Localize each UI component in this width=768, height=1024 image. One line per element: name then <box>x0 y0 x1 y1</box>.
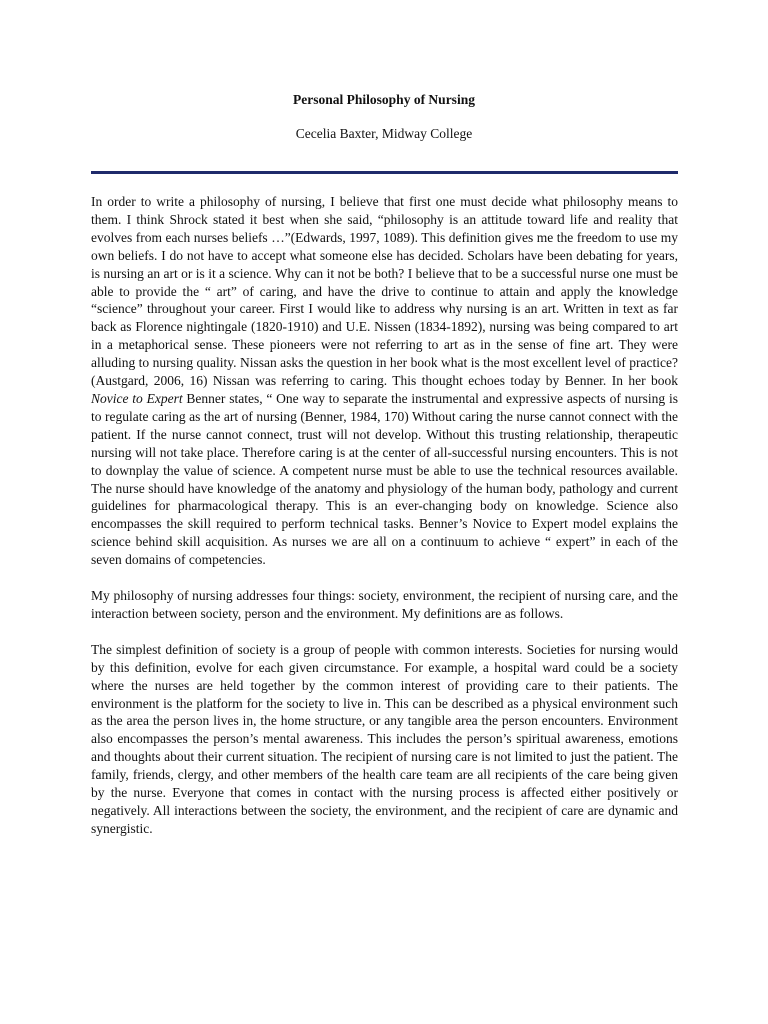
document-title: Personal Philosophy of Nursing <box>293 92 475 107</box>
paragraph-1 <box>91 193 678 569</box>
book-title-novice-to-expert: Novice to Expert <box>91 390 183 406</box>
author-byline: Cecelia Baxter, Midway College <box>295 126 473 141</box>
paragraph-1-text-b: Benner states, “ One way to separate the instrumental and expressive aspects of nursing is to regulate caring as the art of nursing (Benner, 1984, 170) Without caring the nurse cannot connect with the patient. If the nurse cannot connect, trust will not develop. Without this trusting relationship, therapeutic nursing will not take place. Therefore caring is at the center of all-successful nursing encounters. This is not to downplay the value of science. A competent nurse must be able to use the technical resources available. The nurse should have knowledge of the anatomy and physiology of the human body, pathology and current guidelines for pharmacological therapy. This is an ever-changing body on knowledge. Science also encompasses the skill required to perform technical tasks. Benner’s Novice to Expert model explains the science behind skill acquisition. As nurses we are all on a continuum to achieve “ expert” in each of the seven domains of competencies. <box>91 390 678 568</box>
document-body <box>91 193 678 856</box>
paragraph-2: My philosophy of nursing addresses four things: society, environment, the recipient of nursing care, and the interaction between society, person and the environment. My definitions are as follows. <box>91 588 678 621</box>
paragraph-3: The simplest definition of society is a group of people with common interests. Societies for nursing would by this definition, evolve for each given circumstance. For example, a hospital ward could be a society where the nurses are held together by the common interest of providing care to their patients. The environment is the platform for the society to live in. This can be described as a physical environment such as the area the person lives in, the home structure, or any tangible area the person encounters. Environment also encompasses the person’s mental awareness. This includes the person’s spiritual awareness, emotions and thoughts about their current situation. The recipient of nursing care is not limited to just the patient. The family, friends, clergy, and other members of the health care team are all recipients of the care being given by the nurse. Everyone that comes in contact with the nursing process is affected either positively or negatively. All interactions between the society, the environment, and the recipient of care are dynamic and synergistic. <box>91 641 678 836</box>
paragraph-1-text-a: In order to write a philosophy of nursing, I believe that first one must decide what philosophy means to them. I think Shrock stated it best when she said, “philosophy is an attitude toward life and reality that evolves from each nurses beliefs …”(Edwards, 1997, 1089). This definition gives me the freedom to use my own beliefs. I do not have to accept what someone else has decided. Scholars have been debating for years, is nursing an art or is it a science. Why can it not be both? I believe that to be a successful nurse one must be able to provide the “ art” of caring, and have the drive to continue to attain and apply the knowledge “science” throughout your career. First I would like to address why nursing is an art. Written in text as far back as Florence nightingale (1820-1910) and U.E. Nissen (1834-1892), nursing was being compared to art in a metaphorical sense. These pioneers were not referring to art as in the sense of fine art. They were alluding to nursing quality. Nissan asks the question in her book what is the most excellent level of practice? (Austgard, 2006, 16) Nissan was referring to caring. This thought echoes today by Benner. In her book <box>91 194 678 389</box>
title-divider-rule <box>91 171 678 174</box>
